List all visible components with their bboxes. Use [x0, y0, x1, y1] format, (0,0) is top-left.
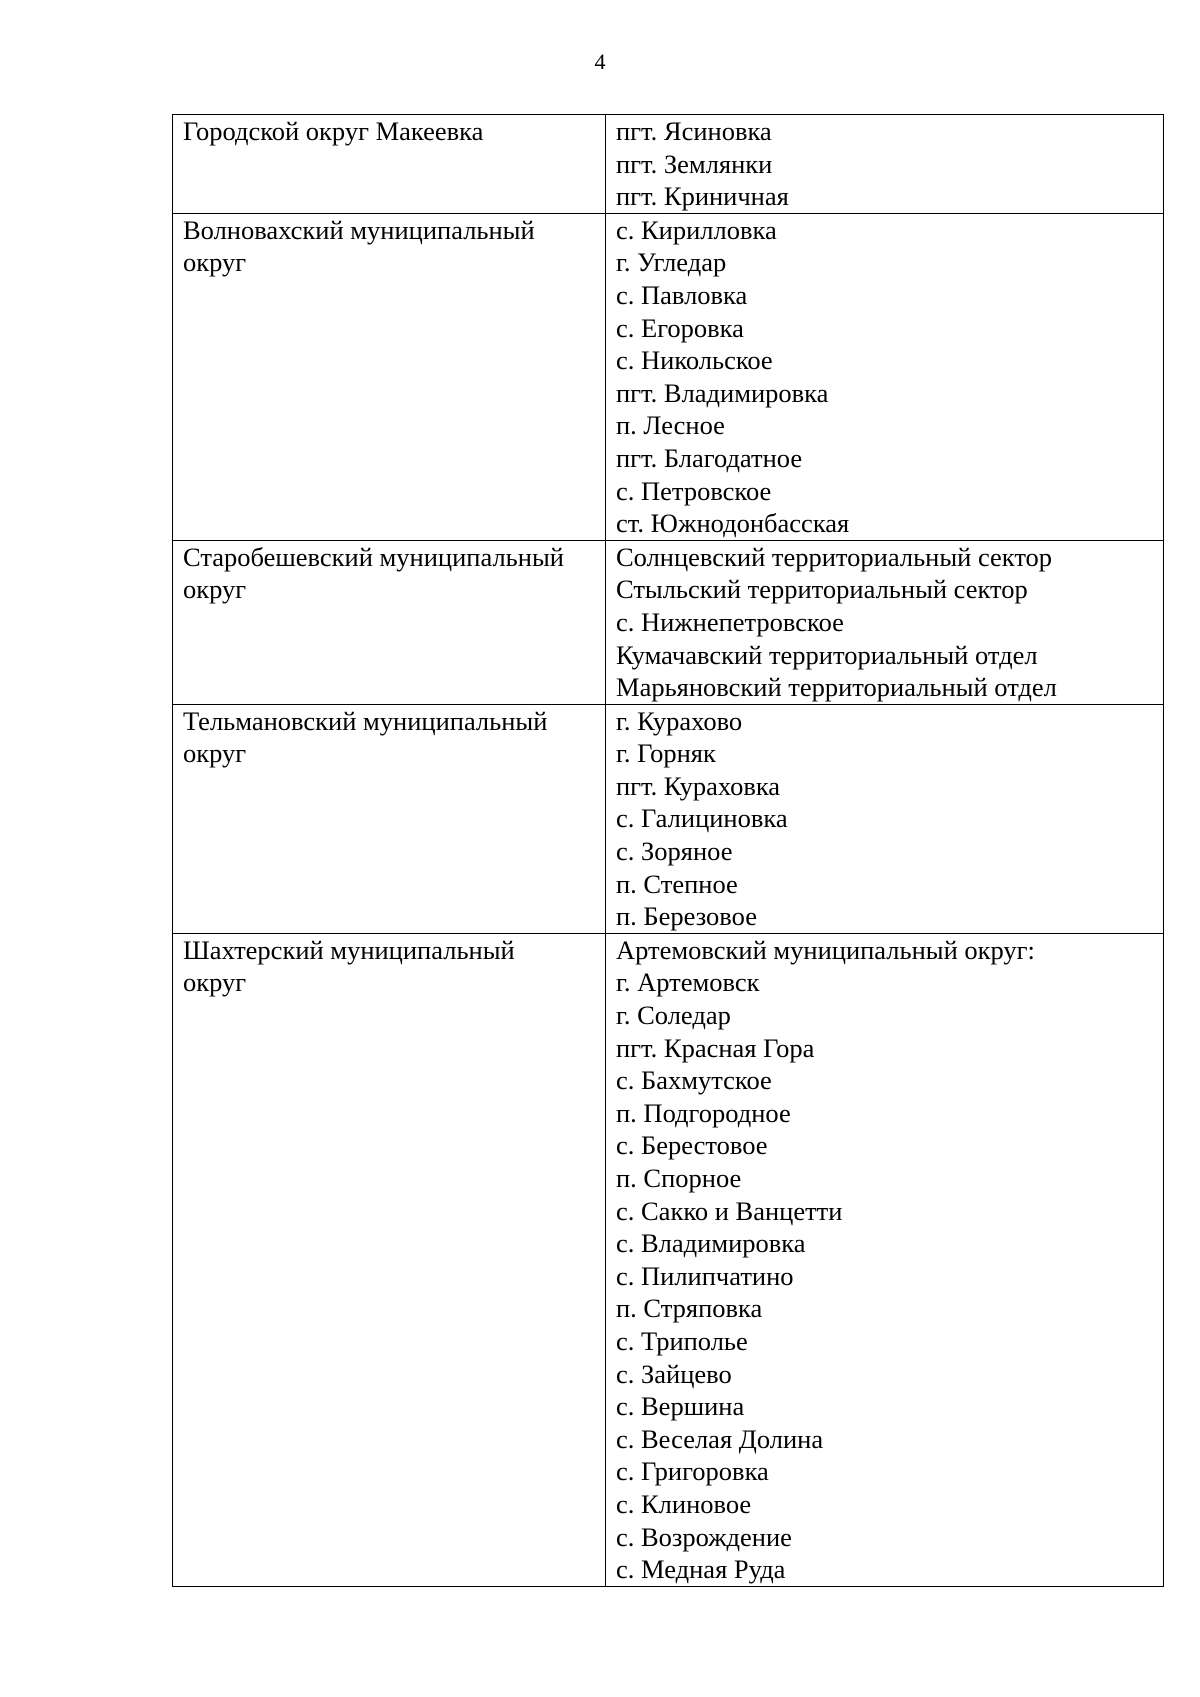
district-cell	[173, 933, 606, 1586]
settlement-item: с. Нижнепетровское	[616, 606, 844, 637]
settlement-item: пгт. Кураховка	[616, 770, 781, 801]
settlements-table	[172, 114, 1164, 1587]
settlement-item: г. Артемовск	[616, 967, 760, 998]
settlement-item: Стыльский территориальный сектор	[616, 574, 1028, 605]
settlement-item: с. Зайцево	[616, 1358, 732, 1389]
district-name-line: Старобешевский муниципальный	[183, 541, 564, 572]
settlement-item: с. Медная Руда	[616, 1554, 786, 1585]
settlement-item: с. Кирилловка	[616, 214, 777, 245]
settlement-item: пгт. Ясиновка	[616, 116, 772, 146]
district-name-line: округ	[183, 574, 247, 605]
settlement-item: с. Никольское	[616, 345, 773, 376]
settlement-item: с. Егоровка	[616, 312, 744, 343]
district-name-line: Волновахский муниципальный	[183, 214, 535, 245]
settlement-item: г. Горняк	[616, 738, 716, 769]
settlement-item: с. Возрождение	[616, 1521, 792, 1552]
district-name-line: округ	[183, 967, 247, 998]
settlement-item: ст. Южнодонбасская	[616, 508, 850, 539]
table-row	[173, 704, 1164, 933]
district-name-line: округ	[183, 247, 247, 278]
settlements-cell	[606, 704, 1164, 933]
settlements-cell	[606, 933, 1164, 1586]
settlement-item: п. Березовое	[616, 901, 757, 932]
table-row	[173, 213, 1164, 540]
district-name-line: Тельмановский муниципальный	[183, 705, 548, 736]
district-cell	[173, 115, 606, 214]
district-name-line: Шахтерский муниципальный	[183, 934, 515, 965]
settlements-cell	[606, 213, 1164, 540]
settlement-item: п. Лесное	[616, 410, 725, 441]
settlement-item: с. Вершина	[616, 1391, 745, 1422]
settlement-item: п. Стряповка	[616, 1293, 763, 1324]
settlement-item: с. Триполье	[616, 1325, 748, 1356]
settlement-item: с. Бахмутское	[616, 1065, 772, 1096]
settlement-item: с. Галициновка	[616, 803, 788, 834]
district-name-line: Городской округ Макеевка	[183, 116, 484, 146]
page-number: 4	[594, 49, 606, 74]
district-cell	[173, 213, 606, 540]
settlement-item: п. Подгородное	[616, 1097, 791, 1128]
settlement-item: с. Владимировка	[616, 1228, 806, 1259]
district-name-line: округ	[183, 738, 247, 769]
table-body	[173, 115, 1164, 1587]
table-row	[173, 933, 1164, 1586]
settlement-item: Кумачавский территориальный отдел	[616, 639, 1038, 670]
district-cell	[173, 704, 606, 933]
table-row	[173, 115, 1164, 214]
settlement-item: Солнцевский территориальный сектор	[616, 541, 1053, 572]
settlement-item: пгт. Землянки	[616, 148, 773, 179]
settlement-item: с. Павловка	[616, 279, 748, 310]
settlement-item: г. Соледар	[616, 1000, 731, 1031]
settlements-cell	[606, 540, 1164, 704]
table-row	[173, 540, 1164, 704]
settlement-item: пгт. Криничная	[616, 181, 789, 212]
settlement-item: с. Веселая Долина	[616, 1423, 824, 1454]
settlement-item: с. Петровское	[616, 475, 772, 506]
settlement-item: пгт. Благодатное	[616, 442, 803, 473]
settlement-item: с. Берестовое	[616, 1130, 768, 1161]
settlement-item: пгт. Красная Гора	[616, 1032, 815, 1063]
district-cell	[173, 540, 606, 704]
settlement-item: с. Пилипчатино	[616, 1260, 794, 1291]
settlement-item: Артемовский муниципальный округ:	[616, 934, 1035, 965]
settlement-item: Марьяновский территориальный отдел	[616, 672, 1057, 703]
settlement-item: с. Сакко и Ванцетти	[616, 1195, 843, 1226]
settlement-item: с. Клиновое	[616, 1488, 752, 1519]
settlement-item: п. Степное	[616, 868, 738, 899]
settlement-item: п. Спорное	[616, 1163, 742, 1193]
settlement-item: пгт. Владимировка	[616, 377, 829, 408]
settlement-item: с. Зоряное	[616, 836, 733, 867]
settlement-item: с. Григоровка	[616, 1456, 769, 1487]
settlement-item: г. Курахово	[616, 705, 743, 736]
settlement-item: г. Угледар	[616, 247, 727, 278]
settlements-cell	[606, 115, 1164, 214]
